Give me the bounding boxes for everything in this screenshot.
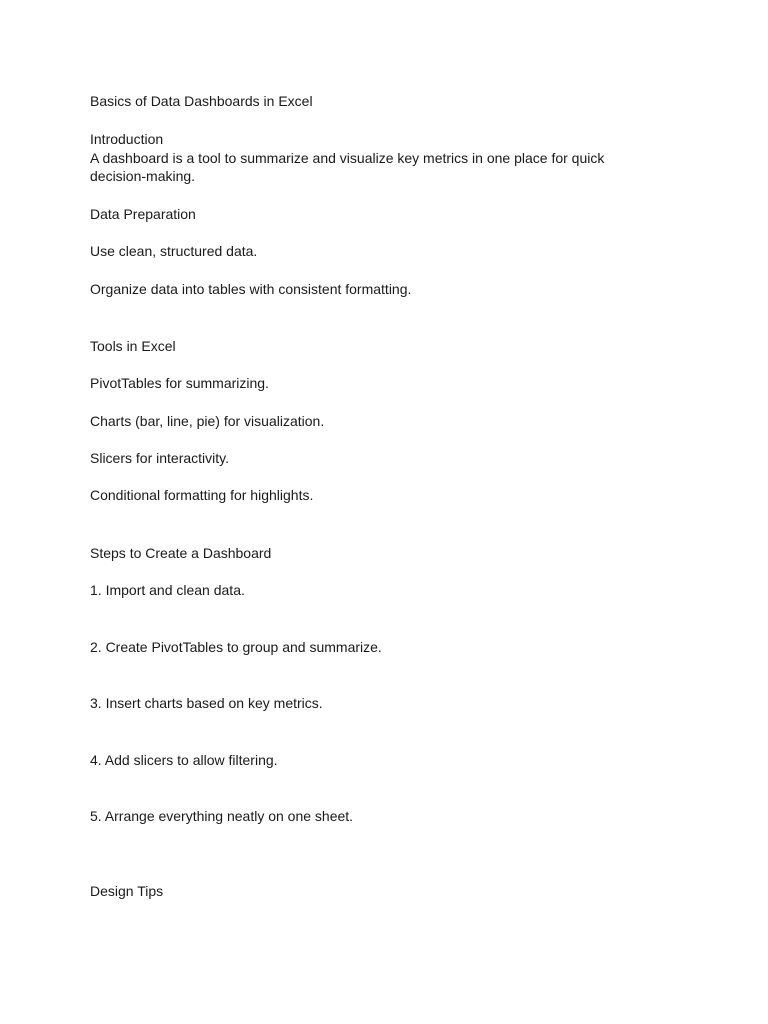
steps-item: 4. Add slicers to allow filtering.: [90, 752, 278, 768]
section-heading-introduction: Introduction: [90, 131, 164, 147]
data-preparation-item: Use clean, structured data.: [90, 243, 258, 259]
steps-item: 3. Insert charts based on key metrics.: [90, 695, 323, 711]
data-preparation-item: Organize data into tables with consistent formatting.: [90, 281, 412, 297]
document-title: Basics of Data Dashboards in Excel: [90, 93, 313, 109]
section-heading-tools: Tools in Excel: [90, 338, 176, 354]
tools-item: Slicers for interactivity.: [90, 450, 229, 466]
introduction-paragraph: A dashboard is a tool to summarize and visualize key metrics in one place for quick decision-making.: [90, 150, 605, 184]
steps-item: 1. Import and clean data.: [90, 582, 245, 598]
tools-item: Charts (bar, line, pie) for visualization.: [90, 413, 325, 429]
tools-item: PivotTables for summarizing.: [90, 375, 269, 391]
section-heading-data-preparation: Data Preparation: [90, 206, 196, 222]
steps-item: 2. Create PivotTables to group and summarize.: [90, 639, 382, 655]
section-heading-steps: Steps to Create a Dashboard: [90, 545, 272, 561]
section-heading-design-tips: Design Tips: [90, 883, 164, 899]
steps-item: 5. Arrange everything neatly on one sheet.: [90, 808, 354, 824]
tools-item: Conditional formatting for highlights.: [90, 487, 314, 503]
